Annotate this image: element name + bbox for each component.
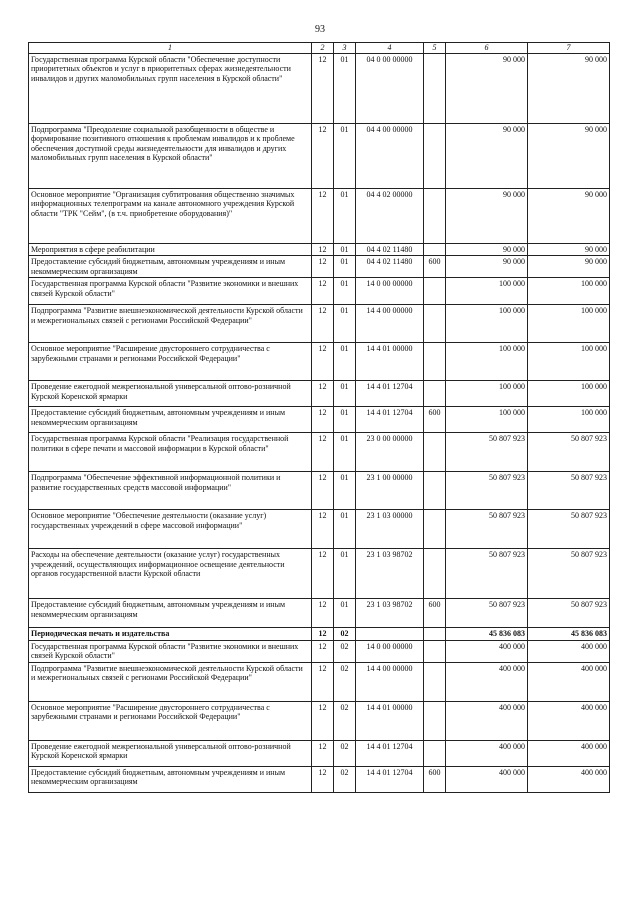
section-cell: 12 xyxy=(312,640,334,662)
table-row xyxy=(29,510,610,549)
expense-type-cell: 600 xyxy=(424,407,446,433)
expense-type-cell xyxy=(424,433,446,472)
expense-type-cell xyxy=(424,343,446,381)
section-cell: 12 xyxy=(312,549,334,599)
target-article-cell: 14 4 01 12704 xyxy=(356,407,424,433)
amount-1-cell: 90 000 xyxy=(446,189,528,244)
amount-1-cell: 90 000 xyxy=(446,244,528,256)
subsection-cell: 01 xyxy=(334,278,356,305)
table-row xyxy=(29,662,610,701)
amount-2-cell: 50 807 923 xyxy=(528,433,610,472)
amount-2-cell: 400 000 xyxy=(528,740,610,766)
amount-2-cell: 90 000 xyxy=(528,189,610,244)
table-body xyxy=(29,54,610,793)
amount-1-cell: 45 836 083 xyxy=(446,628,528,640)
amount-1-cell: 100 000 xyxy=(446,305,528,343)
expense-type-cell: 600 xyxy=(424,599,446,628)
amount-2-cell: 100 000 xyxy=(528,381,610,407)
table-row xyxy=(29,54,610,124)
amount-1-cell: 400 000 xyxy=(446,640,528,662)
subsection-cell: 01 xyxy=(334,381,356,407)
name-cell: Государственная программа Курской области "Обеспечение доступности приоритетных объектов и услуг в приоритетных сферах жизнедеятельности инвалидов и других маломобильных групп населения в Курской области" xyxy=(29,54,312,124)
subsection-cell: 01 xyxy=(334,549,356,599)
amount-2-cell: 90 000 xyxy=(528,256,610,278)
subsection-cell: 02 xyxy=(334,701,356,740)
name-cell: Государственная программа Курской области "Развитие экономики и внешних связей Курской области" xyxy=(29,640,312,662)
expense-type-cell xyxy=(424,472,446,510)
table-row xyxy=(29,433,610,472)
amount-1-cell: 50 807 923 xyxy=(446,433,528,472)
amount-2-cell: 400 000 xyxy=(528,640,610,662)
section-cell: 12 xyxy=(312,124,334,189)
expense-type-cell xyxy=(424,54,446,124)
amount-2-cell: 400 000 xyxy=(528,701,610,740)
section-cell: 12 xyxy=(312,305,334,343)
amount-1-cell: 100 000 xyxy=(446,381,528,407)
name-cell: Подпрограмма "Развитие внешнеэкономической деятельности Курской области и межрегиональных связей с регионами Российской Федерации" xyxy=(29,662,312,701)
name-cell: Проведение ежегодной межрегиональной универсальной оптово-розничной Курской Коренской ярмарки xyxy=(29,740,312,766)
table-row xyxy=(29,343,610,381)
subsection-cell: 01 xyxy=(334,510,356,549)
amount-2-cell: 100 000 xyxy=(528,278,610,305)
name-cell: Периодическая печать и издательства xyxy=(29,628,312,640)
target-article-cell: 14 4 01 12704 xyxy=(356,381,424,407)
name-cell: Основное мероприятие "Организация субтитрования общественно значимых информационных телепрограмм на канале автономного учреждения Курской области "ТРК "Сейм", (в т.ч. приобретение оборудования)" xyxy=(29,189,312,244)
table-row xyxy=(29,740,610,766)
section-cell: 12 xyxy=(312,54,334,124)
expense-type-cell xyxy=(424,549,446,599)
subsection-cell: 01 xyxy=(334,256,356,278)
section-cell: 12 xyxy=(312,278,334,305)
subsection-cell: 02 xyxy=(334,628,356,640)
amount-1-cell: 90 000 xyxy=(446,256,528,278)
amount-2-cell: 50 807 923 xyxy=(528,549,610,599)
header-col-4: 4 xyxy=(356,43,424,54)
target-article-cell: 23 0 00 00000 xyxy=(356,433,424,472)
amount-2-cell: 400 000 xyxy=(528,766,610,792)
amount-2-cell: 45 836 083 xyxy=(528,628,610,640)
amount-1-cell: 90 000 xyxy=(446,124,528,189)
expense-type-cell xyxy=(424,701,446,740)
subsection-cell: 01 xyxy=(334,54,356,124)
amount-2-cell: 90 000 xyxy=(528,124,610,189)
amount-1-cell: 50 807 923 xyxy=(446,510,528,549)
subsection-cell: 02 xyxy=(334,740,356,766)
name-cell: Предоставление субсидий бюджетным, автономным учреждениям и иным некоммерческим организациям xyxy=(29,407,312,433)
table-row xyxy=(29,549,610,599)
name-cell: Государственная программа Курской области "Реализация государственной политики в сфере печати и массовой информации в Курской области" xyxy=(29,433,312,472)
target-article-cell: 04 4 00 00000 xyxy=(356,124,424,189)
name-cell: Государственная программа Курской области "Развитие экономики и внешних связей Курской области" xyxy=(29,278,312,305)
expense-type-cell xyxy=(424,628,446,640)
budget-table xyxy=(28,42,610,793)
subsection-cell: 01 xyxy=(334,124,356,189)
header-col-6: 6 xyxy=(446,43,528,54)
amount-1-cell: 50 807 923 xyxy=(446,472,528,510)
amount-2-cell: 90 000 xyxy=(528,54,610,124)
target-article-cell: 14 4 01 12704 xyxy=(356,766,424,792)
target-article-cell: 14 4 00 00000 xyxy=(356,305,424,343)
amount-2-cell: 90 000 xyxy=(528,244,610,256)
target-article-cell: 04 0 00 00000 xyxy=(356,54,424,124)
header-col-5: 5 xyxy=(424,43,446,54)
section-cell: 12 xyxy=(312,510,334,549)
expense-type-cell xyxy=(424,278,446,305)
expense-type-cell xyxy=(424,244,446,256)
amount-2-cell: 100 000 xyxy=(528,407,610,433)
amount-1-cell: 50 807 923 xyxy=(446,549,528,599)
amount-1-cell: 100 000 xyxy=(446,278,528,305)
amount-2-cell: 400 000 xyxy=(528,662,610,701)
amount-2-cell: 50 807 923 xyxy=(528,599,610,628)
amount-1-cell: 100 000 xyxy=(446,343,528,381)
header-col-2: 2 xyxy=(312,43,334,54)
expense-type-cell xyxy=(424,189,446,244)
table-row xyxy=(29,407,610,433)
target-article-cell: 14 4 00 00000 xyxy=(356,662,424,701)
amount-2-cell: 50 807 923 xyxy=(528,510,610,549)
target-article-cell: 04 4 02 11480 xyxy=(356,256,424,278)
amount-1-cell: 100 000 xyxy=(446,407,528,433)
target-article-cell: 23 1 03 98702 xyxy=(356,599,424,628)
section-cell: 12 xyxy=(312,599,334,628)
expense-type-cell xyxy=(424,640,446,662)
subsection-cell: 01 xyxy=(334,244,356,256)
section-cell: 12 xyxy=(312,740,334,766)
subsection-cell: 02 xyxy=(334,640,356,662)
amount-1-cell: 400 000 xyxy=(446,662,528,701)
amount-1-cell: 90 000 xyxy=(446,54,528,124)
target-article-cell: 04 4 02 00000 xyxy=(356,189,424,244)
table-row xyxy=(29,124,610,189)
subsection-cell: 02 xyxy=(334,766,356,792)
section-cell: 12 xyxy=(312,662,334,701)
amount-1-cell: 50 807 923 xyxy=(446,599,528,628)
name-cell: Подпрограмма "Преодоление социальной разобщенности в обществе и формирование позитивного отношения к проблемам инвалидов и к проблеме обеспечения доступной среды жизнедеятельности для инвалидов и других маломобильных групп населения в Курской области" xyxy=(29,124,312,189)
header-col-3: 3 xyxy=(334,43,356,54)
section-cell: 12 xyxy=(312,628,334,640)
target-article-cell: 14 0 00 00000 xyxy=(356,278,424,305)
amount-2-cell: 50 807 923 xyxy=(528,472,610,510)
table-row xyxy=(29,305,610,343)
subsection-cell: 01 xyxy=(334,599,356,628)
name-cell: Основное мероприятие "Расширение двустороннего сотрудничества с зарубежными странами и регионами Российской Федерации" xyxy=(29,701,312,740)
amount-2-cell: 100 000 xyxy=(528,305,610,343)
section-cell: 12 xyxy=(312,433,334,472)
section-cell: 12 xyxy=(312,701,334,740)
name-cell: Предоставление субсидий бюджетным, автономным учреждениям и иным некоммерческим организациям xyxy=(29,256,312,278)
table-row xyxy=(29,244,610,256)
section-cell: 12 xyxy=(312,189,334,244)
subsection-cell: 01 xyxy=(334,305,356,343)
amount-1-cell: 400 000 xyxy=(446,740,528,766)
name-cell: Основное мероприятие "Обеспечение деятельности (оказание услуг) государственных учреждений в сфере массовой информации" xyxy=(29,510,312,549)
name-cell: Основное мероприятие "Расширение двустороннего сотрудничества с зарубежными странами и регионами Российской Федерации" xyxy=(29,343,312,381)
table-row xyxy=(29,278,610,305)
table-row xyxy=(29,256,610,278)
name-cell: Подпрограмма "Развитие внешнеэкономической деятельности Курской области и межрегиональных связей с регионами Российской Федерации" xyxy=(29,305,312,343)
section-cell: 12 xyxy=(312,343,334,381)
subsection-cell: 01 xyxy=(334,407,356,433)
expense-type-cell xyxy=(424,305,446,343)
target-article-cell: 14 0 00 00000 xyxy=(356,640,424,662)
table-row xyxy=(29,381,610,407)
name-cell: Проведение ежегодной межрегиональной универсальной оптово-розничной Курской Коренской ярмарки xyxy=(29,381,312,407)
section-cell: 12 xyxy=(312,766,334,792)
target-article-cell: 23 1 00 00000 xyxy=(356,472,424,510)
section-cell: 12 xyxy=(312,407,334,433)
amount-1-cell: 400 000 xyxy=(446,766,528,792)
subsection-cell: 01 xyxy=(334,433,356,472)
subsection-cell: 01 xyxy=(334,472,356,510)
target-article-cell: 14 4 01 12704 xyxy=(356,740,424,766)
header-col-7: 7 xyxy=(528,43,610,54)
section-cell: 12 xyxy=(312,244,334,256)
table-row xyxy=(29,189,610,244)
name-cell: Мероприятия в сфере реабилитации xyxy=(29,244,312,256)
table-row xyxy=(29,701,610,740)
target-article-cell: 14 4 01 00000 xyxy=(356,701,424,740)
subsection-cell: 01 xyxy=(334,343,356,381)
amount-2-cell: 100 000 xyxy=(528,343,610,381)
table-row xyxy=(29,628,610,640)
expense-type-cell xyxy=(424,124,446,189)
table-row xyxy=(29,640,610,662)
section-cell: 12 xyxy=(312,472,334,510)
expense-type-cell xyxy=(424,662,446,701)
target-article-cell: 14 4 01 00000 xyxy=(356,343,424,381)
budget-table-container xyxy=(28,42,609,793)
name-cell: Предоставление субсидий бюджетным, автономным учреждениям и иным некоммерческим организациям xyxy=(29,599,312,628)
target-article-cell: 04 4 02 11480 xyxy=(356,244,424,256)
name-cell: Расходы на обеспечение деятельности (оказание услуг) государственных учреждений, осуществляющих информационное освещение деятельности органов государственной власти Курской области xyxy=(29,549,312,599)
expense-type-cell: 600 xyxy=(424,256,446,278)
section-cell: 12 xyxy=(312,256,334,278)
section-cell: 12 xyxy=(312,381,334,407)
header-row xyxy=(29,43,610,54)
expense-type-cell xyxy=(424,740,446,766)
target-article-cell: 23 1 03 00000 xyxy=(356,510,424,549)
expense-type-cell: 600 xyxy=(424,766,446,792)
target-article-cell xyxy=(356,628,424,640)
target-article-cell: 23 1 03 98702 xyxy=(356,549,424,599)
table-row xyxy=(29,766,610,792)
subsection-cell: 02 xyxy=(334,662,356,701)
expense-type-cell xyxy=(424,381,446,407)
subsection-cell: 01 xyxy=(334,189,356,244)
expense-type-cell xyxy=(424,510,446,549)
table-row xyxy=(29,472,610,510)
name-cell: Предоставление субсидий бюджетным, автономным учреждениям и иным некоммерческим организациям xyxy=(29,766,312,792)
table-row xyxy=(29,599,610,628)
header-col-1: 1 xyxy=(29,43,312,54)
amount-1-cell: 400 000 xyxy=(446,701,528,740)
page-number: 93 xyxy=(315,24,325,35)
name-cell: Подпрограмма "Обеспечение эффективной информационной политики и развитие государственных средств массовой информации" xyxy=(29,472,312,510)
